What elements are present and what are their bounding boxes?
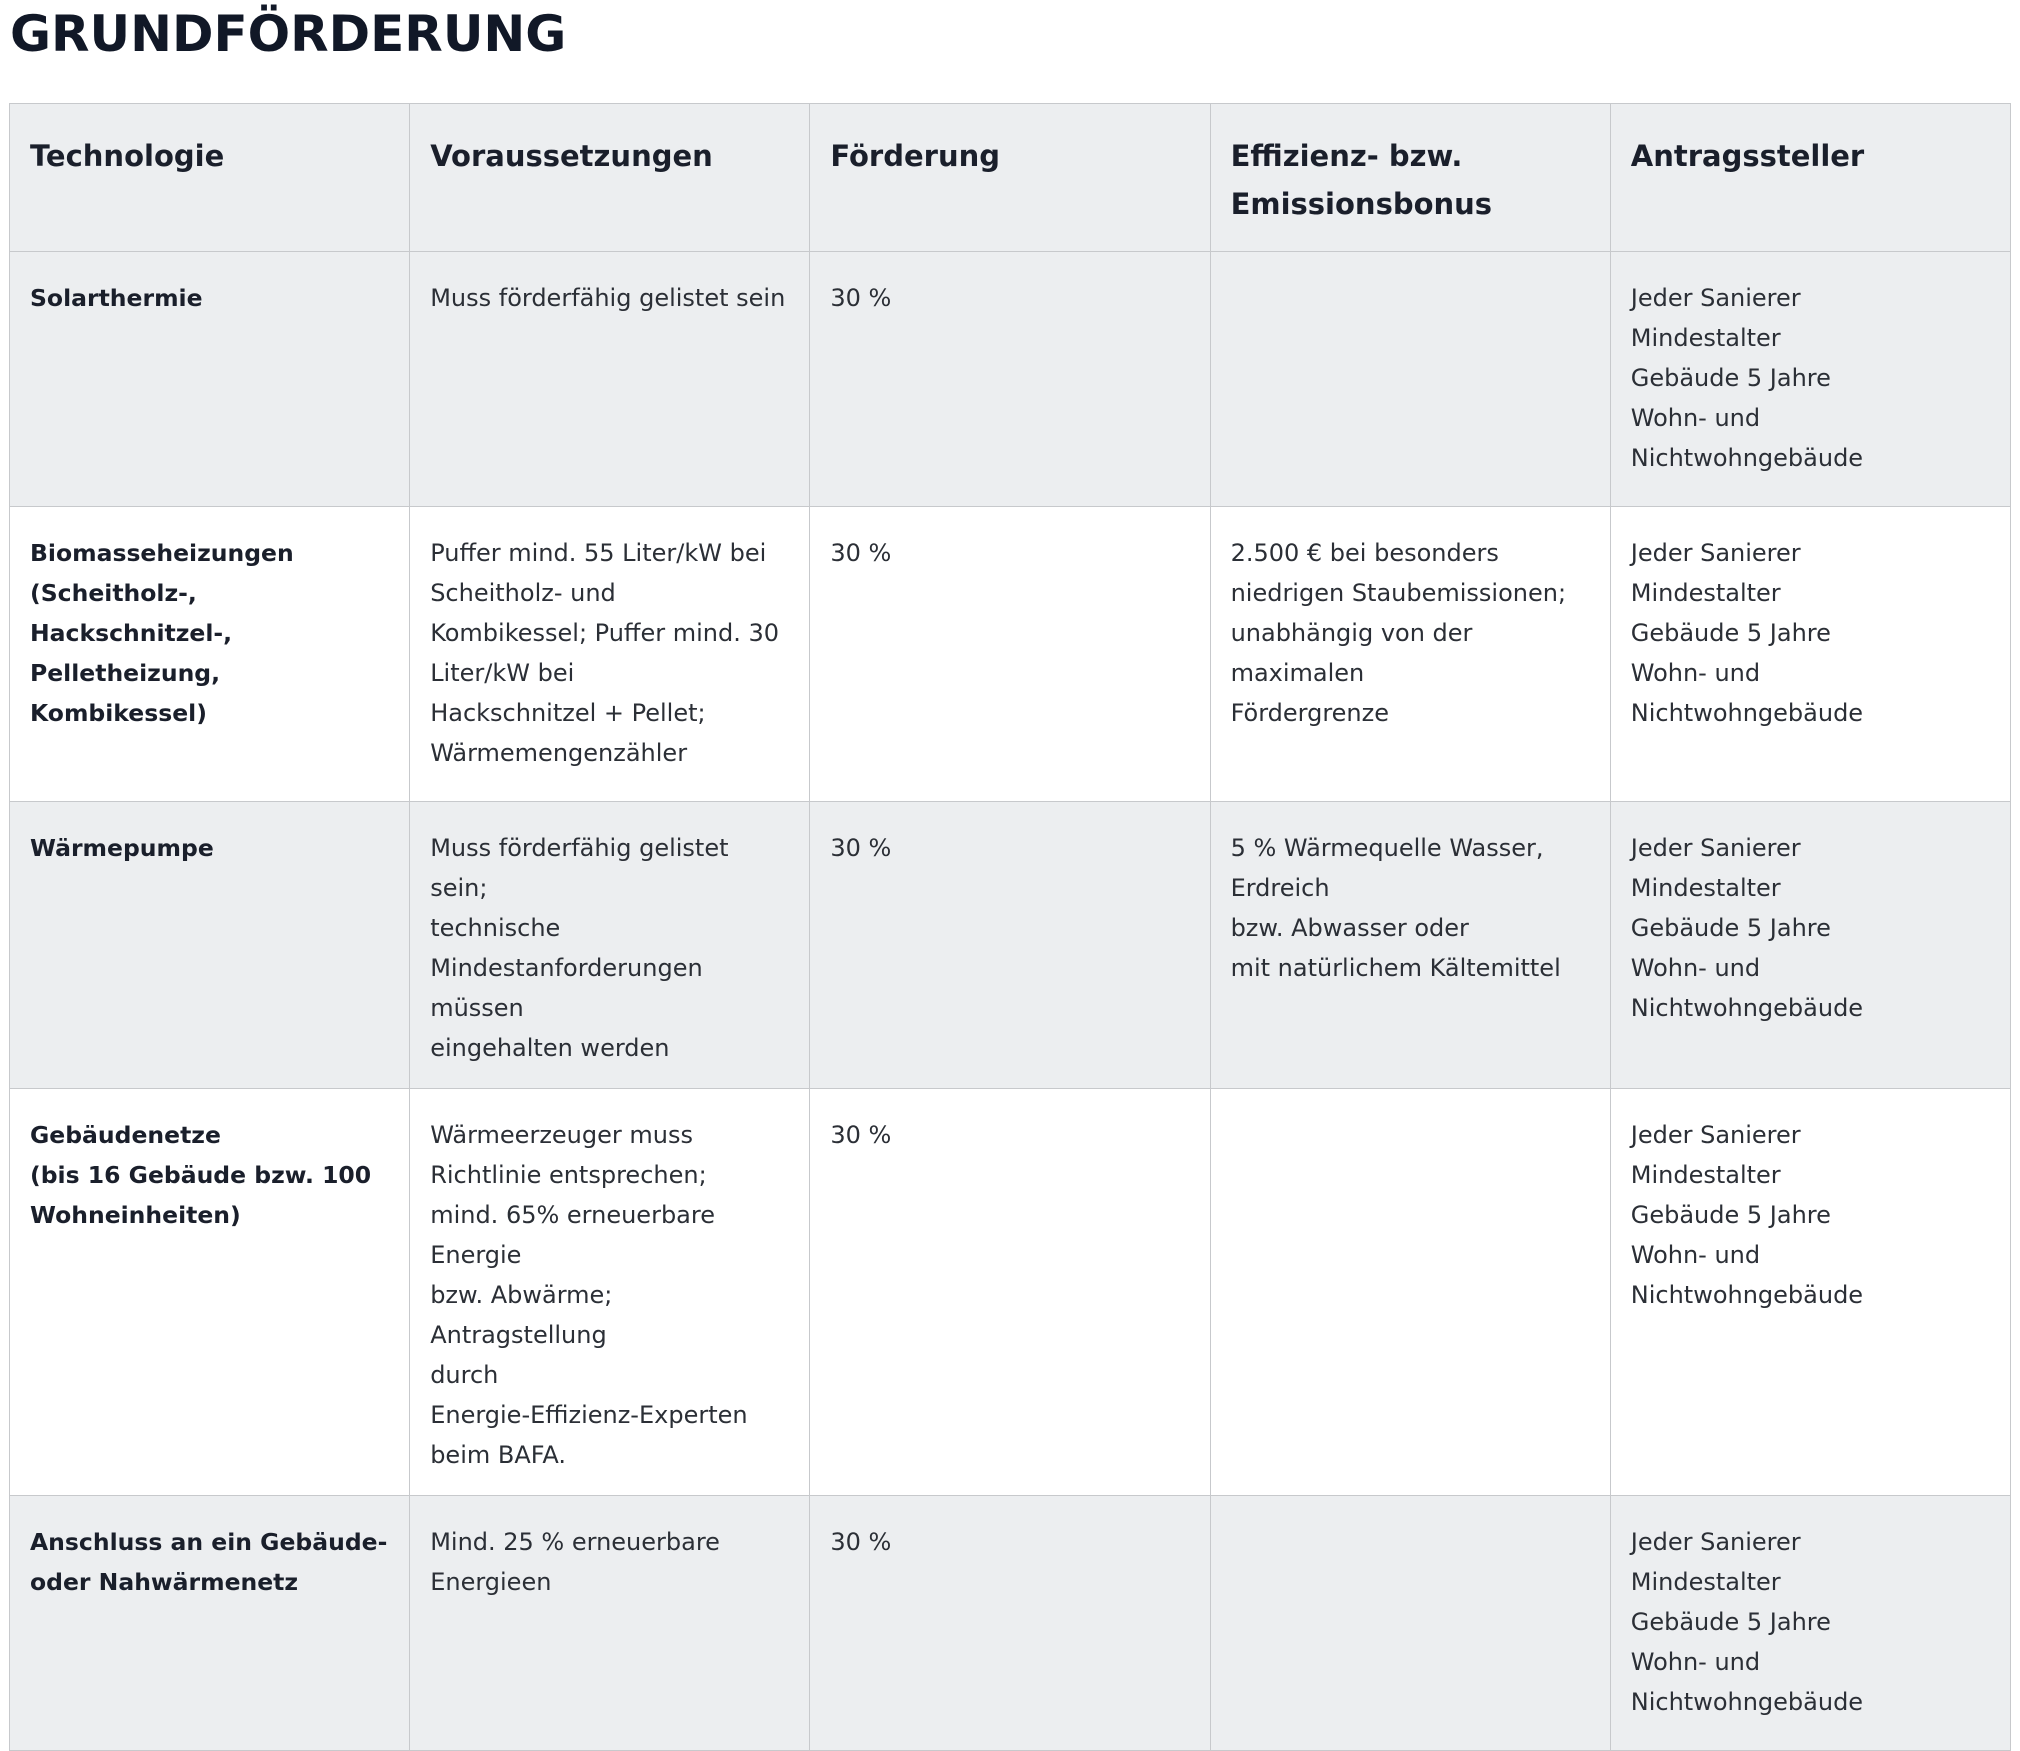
cell-line: Nichtwohngebäude [1630, 1281, 1864, 1309]
cell-line: Mindestanforderungen müssen [430, 954, 703, 1022]
cell-line: Wohn- und [1630, 404, 1761, 432]
cell-line: Wärmemengenzähler [430, 739, 688, 767]
cell-technologie [10, 1089, 410, 1496]
cell-line: Scheitholz- und [430, 579, 616, 607]
cell-line: technische [430, 914, 561, 942]
cell-line: unabhängig von der [1230, 619, 1473, 647]
funding-table [9, 103, 2011, 1751]
cell-line: (Scheitholz-, Hackschnitzel-, [30, 579, 233, 647]
cell-foerderung [810, 1089, 1210, 1496]
cell-line: Gebäudenetze [30, 1121, 221, 1149]
cell-line: Jeder Sanierer [1630, 1528, 1801, 1556]
cell-line: 5 % Wärmequelle Wasser, [1230, 834, 1544, 862]
cell-line: Liter/kW bei [430, 659, 575, 687]
cell-line: Gebäude 5 Jahre [1630, 1608, 1831, 1636]
cell-line: Nichtwohngebäude [1630, 699, 1864, 727]
cell-line: Wohn- und [1630, 1241, 1761, 1269]
cell-line: Wärmeerzeuger muss [430, 1121, 693, 1149]
cell-line: Kombikessel; Puffer mind. 30 [430, 619, 780, 647]
cell-voraussetzungen [410, 1089, 810, 1496]
cell-line: Energie-Effizienz-Experten [430, 1401, 748, 1429]
cell-line: 30 % [830, 539, 892, 567]
cell-bonus [1210, 1496, 1610, 1751]
cell-line: Richtlinie entsprechen; [430, 1161, 707, 1189]
cell-line: Jeder Sanierer [1630, 834, 1801, 862]
table-row [10, 507, 2011, 802]
cell-line: Gebäude 5 Jahre [1630, 1201, 1831, 1229]
cell-line: Pelletheizung, Kombikessel) [30, 659, 221, 727]
cell-line: eingehalten werden [430, 1034, 670, 1062]
cell-line: Muss förderfähig gelistet sein [430, 284, 786, 312]
cell-foerderung [810, 507, 1210, 802]
cell-line: Fördergrenze [1230, 699, 1389, 727]
header-line: Voraussetzungen [430, 139, 713, 173]
cell-line: Jeder Sanierer [1630, 284, 1801, 312]
cell-technologie [10, 252, 410, 507]
cell-voraussetzungen [410, 1496, 810, 1751]
table-header-row [10, 104, 2011, 252]
cell-line: Anschluss an ein Gebäude- [30, 1528, 388, 1556]
header-line: Antragssteller [1630, 139, 1865, 173]
cell-line: durch [430, 1361, 499, 1389]
cell-line: Solarthermie [30, 284, 203, 312]
cell-line: 30 % [830, 834, 892, 862]
cell-line: Wohn- und [1630, 1648, 1761, 1676]
cell-line: maximalen [1230, 659, 1365, 687]
table-row [10, 252, 2011, 507]
cell-antragssteller [1610, 1089, 2010, 1496]
cell-line: Mindestalter [1630, 1161, 1781, 1189]
cell-line: Mindestalter [1630, 1568, 1781, 1596]
cell-bonus [1210, 507, 1610, 802]
cell-line: Nichtwohngebäude [1630, 444, 1864, 472]
cell-antragssteller [1610, 802, 2010, 1089]
cell-foerderung [810, 802, 1210, 1089]
header-technologie [10, 104, 410, 252]
table-row [10, 1496, 2011, 1751]
page-title: GRUNDFÖRDERUNG [10, 5, 567, 63]
cell-line: mit natürlichem Kältemittel [1230, 954, 1561, 982]
cell-line: Nichtwohngebäude [1630, 1688, 1864, 1716]
cell-foerderung [810, 1496, 1210, 1751]
cell-line: Jeder Sanierer [1630, 539, 1801, 567]
cell-line: niedrigen Staubemissionen; [1230, 579, 1567, 607]
cell-line: Wohn- und [1630, 659, 1761, 687]
cell-bonus [1210, 1089, 1610, 1496]
header-voraussetzungen [410, 104, 810, 252]
cell-foerderung [810, 252, 1210, 507]
header-line: Förderung [830, 139, 1001, 173]
cell-antragssteller [1610, 1496, 2010, 1751]
cell-line: Muss förderfähig gelistet sein; [430, 834, 729, 902]
cell-antragssteller [1610, 252, 2010, 507]
cell-line: Gebäude 5 Jahre [1630, 914, 1831, 942]
header-foerderung [810, 104, 1210, 252]
cell-line: Erdreich [1230, 874, 1330, 902]
cell-bonus [1210, 802, 1610, 1089]
table-row [10, 1089, 2011, 1496]
cell-line: Energieen [430, 1568, 552, 1596]
cell-bonus [1210, 252, 1610, 507]
cell-line: Wohn- und [1630, 954, 1761, 982]
cell-line: Biomasseheizungen [30, 539, 294, 567]
cell-line: Mindestalter [1630, 579, 1781, 607]
cell-line: Wohneinheiten) [30, 1201, 241, 1229]
header-line: Effizienz- bzw. [1230, 139, 1463, 173]
cell-line: mind. 65% erneuerbare Energie [430, 1201, 715, 1269]
header-line: Emissionsbonus [1230, 187, 1493, 221]
cell-line: Gebäude 5 Jahre [1630, 619, 1831, 647]
cell-line: (bis 16 Gebäude bzw. 100 [30, 1161, 372, 1189]
cell-technologie [10, 802, 410, 1089]
cell-line: Jeder Sanierer [1630, 1121, 1801, 1149]
cell-line: 30 % [830, 284, 892, 312]
header-bonus [1210, 104, 1610, 252]
cell-line: 2.500 € bei besonders [1230, 539, 1499, 567]
cell-voraussetzungen [410, 507, 810, 802]
cell-line: Wärmepumpe [30, 834, 214, 862]
table-row [10, 802, 2011, 1089]
cell-line: Hackschnitzel + Pellet; [430, 699, 706, 727]
cell-line: Mind. 25 % erneuerbare [430, 1528, 720, 1556]
cell-line: oder Nahwärmenetz [30, 1568, 299, 1596]
cell-line: Mindestalter [1630, 874, 1781, 902]
cell-line: Nichtwohngebäude [1630, 994, 1864, 1022]
cell-antragssteller [1610, 507, 2010, 802]
cell-technologie [10, 1496, 410, 1751]
cell-technologie [10, 507, 410, 802]
cell-voraussetzungen [410, 802, 810, 1089]
cell-line: 30 % [830, 1528, 892, 1556]
cell-line: Mindestalter [1630, 324, 1781, 352]
cell-line: 30 % [830, 1121, 892, 1149]
cell-line: Puffer mind. 55 Liter/kW bei [430, 539, 767, 567]
cell-voraussetzungen [410, 252, 810, 507]
cell-line: Gebäude 5 Jahre [1630, 364, 1831, 392]
cell-line: bzw. Abwärme; Antragstellung [430, 1281, 613, 1349]
cell-line: beim BAFA. [430, 1441, 566, 1469]
cell-line: bzw. Abwasser oder [1230, 914, 1469, 942]
header-antragssteller [1610, 104, 2010, 252]
header-line: Technologie [30, 139, 225, 173]
